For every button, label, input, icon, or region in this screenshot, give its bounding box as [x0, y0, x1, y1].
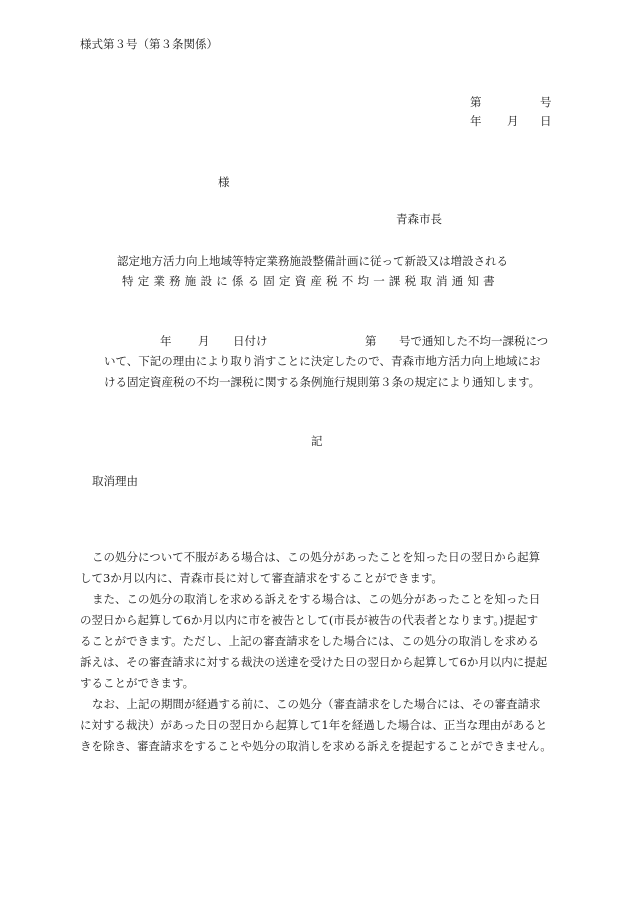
notice-paragraph-1 [80, 547, 552, 589]
title-line-1: 認定地方活力向上地域等特定業務施設整備計画に従って新設又は増設される [117, 254, 508, 268]
notice-p1-line: して3か月以内に、青森市長に対して審査請求をすることができます。 [80, 571, 443, 585]
body-date-month: 月 [198, 334, 210, 348]
notice-paragraph-2 [80, 589, 552, 694]
date-month: 月 [507, 114, 519, 128]
body-date-day: 日付け [233, 334, 268, 348]
notice-p1-line: この処分について不服がある場合は、この処分があったことを知った日の翌日から起算 [92, 550, 541, 564]
notice-p2-line: の翌日から起算して6か月以内に市を被告として(市長が被告の代表者となります。)提起す [80, 613, 539, 627]
reason-label: 取消理由 [92, 474, 138, 488]
date-year: 年 [470, 114, 482, 128]
date-day: 日 [540, 114, 552, 128]
addressee-honorific: 様 [218, 175, 230, 189]
notice-p3-line: なお、上記の期間が経過する前に、この処分（審査請求をした場合には、その審査請求 [92, 697, 541, 711]
number-prefix: 第 [470, 95, 482, 109]
notice-paragraph-3 [80, 694, 552, 757]
notice-p3-line: に対する裁決）があった日の翌日から起算して1年を経過した場合は、正当な理由があると [80, 718, 548, 732]
body-number-prefix: 第 [365, 334, 377, 348]
notice-p2-line: また、この処分の取消しを求める訴えをする場合は、この処分があったことを知った日 [92, 592, 541, 606]
notice-p2-line: 訴えは、その審査請求に対する裁決の送達を受けた日の翌日から起算して6か月以内に提起 [80, 655, 548, 669]
notice-p2-line: することができます。 [80, 676, 195, 690]
sender: 青森市長 [396, 212, 442, 226]
body-line-3: ける固定資産税の不均一課税に関する条例施行規則第３条の規定により通知します。 [104, 375, 541, 389]
title-line-2: 特定業務施設に係る固定資産税不均一課税取消通知書 [122, 274, 499, 288]
body-line-2: いて、下記の理由により取り消すことに決定したので、青森市地方活力向上地域にお [104, 354, 541, 368]
notice-p3-line: きを除き、審査請求をすることや処分の取消しを求める訴えを提起することができません。 [80, 739, 552, 753]
body-line-1-tail: 号で通知した不均一課税につ [399, 334, 549, 348]
ki-heading: 記 [311, 434, 323, 448]
number-suffix: 号 [540, 95, 552, 109]
form-label: 様式第３号（第３条関係） [80, 37, 218, 51]
body-date-year: 年 [160, 334, 172, 348]
notice-p2-line: ることができます。ただし、上記の審査請求をした場合には、この処分の取消しを求める [80, 634, 540, 648]
